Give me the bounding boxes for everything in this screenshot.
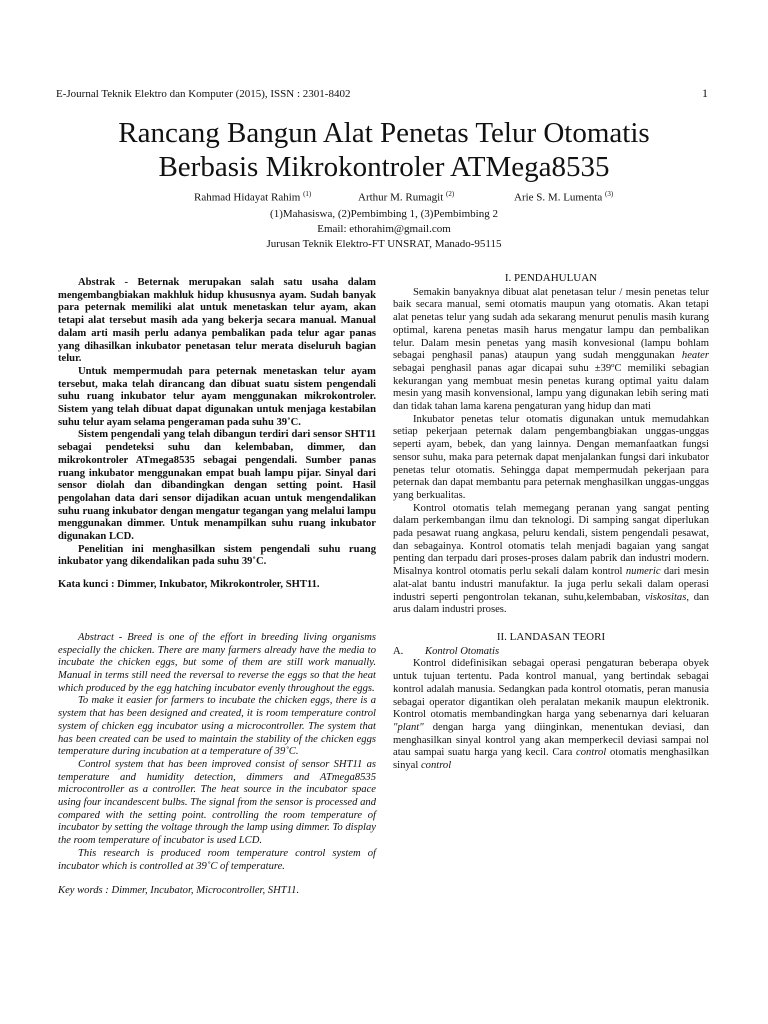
kata-kunci: Kata kunci : Dimmer, Inkubator, Mikrokontroler, SHT11.: [58, 579, 320, 591]
section-heading-landasan-teori: II. LANDASAN TEORI: [496, 630, 606, 643]
abstract-english: [58, 632, 376, 898]
author-3: Arie S. M. Lumenta $^{(3)}$: [514, 190, 614, 204]
abstrak-paragraph: Untuk mempermudah para peternak menetaskan telur ayam tersebut, maka telah dirancang dan dibuat suatu sistem pengendali suhu ruang inkubator telur ayam menggunakan mikrokontroler. Sistem yang telah dibuat dapat digunakan untuk menjaga kestabilan suhu telur ayam selama pengeraman pada suhu 39˚C.: [58, 365, 376, 428]
body-paragraph: Semakin banyaknya dibuat alat penetasan telur / mesin penetas telur baik secara manual, semi otomatis maupun yang otomatis. Akan tetapi alat penetas telur yang sudah ada sekarang menurut penulis masih kurang optimal, karena penetas masih harus mengatur lampu dan pembalikan telur. Dalam mesin penetas yang masih konvesional (lampu bohlam sebagai penghasil panas) ataupun yang sudah menggunakan heater sebagai penghasil panas agar dicapai suhu ±39ºC memiliki sebagian kekurangan yang membuat mesin penetas kurang optimal yaitu dalam mesin yang masih konvensional, lampu yang digunakan lebih sering mati dan tidak tahan lama karena pengaturan yang hidup dan mati: [393, 286, 709, 413]
author-1: Rahmad Hidayat Rahim $^{(1)}$: [194, 190, 312, 204]
section-heading-pendahuluan: I. PENDAHULUAN: [504, 272, 598, 284]
body-paragraph: Inkubator penetas telur otomatis digunakan untuk memudahkan setiap pekerjaan peternak dalam pengembangbiakan unggas-unggas seperti ayam, bebek, dan yang lainnya. Dengan memanfaatkan fungsi sensor suhu, maka para peternak dapat menjalankan fungsi dari inkubator penetas telur otomatis. Sehingga dapat mempermudah pekerjaan para peternak dan dapat membantu para peternak menghasilkan unggas-unggas yang berkualitas.: [393, 413, 709, 501]
body-paragraph: Kontrol otomatis telah memegang peranan yang sangat penting dalam perkembangan ilmu dan teknologi. Di samping sangat diperlukan pada pesawat ruang angkasa, peluru kendali, sistem pengendali pesawat, dan sebagainya. Kontrol otomatis telah menjadi bagaian yang sangat penting dan terpadu dari proses-proses dalam pabrik dan industri modern. Misalnya kontrol otomatis perlu sekali dalam kontrol numeric dari mesin alat-alat bantu industri manufaktur. Ia juga perlu sekali dalam operasi industri seperti pengontrolan tekanan, suhu,kelembaban, viskositas, dan arus dalam industri proses.: [393, 502, 710, 616]
page-number: 1: [702, 86, 708, 100]
abstrak-paragraph: Penelitian ini menghasilkan sistem pengendali suhu ruang inkubator yang dikendalikan pada suhu 39˚C.: [58, 543, 376, 568]
abstract-paragraph: Control system that has been improved consist of sensor SHT11 as temperature and humidity detection, dimmers and ATmega8535 microcontroller as a controller. The heat source in the incubator space using four incandescent bulbs. The signal from the sensor is processed and compared with the setting point. controlling the room temperature of incubator by setting the voltage through the lamp using dimmer. To display the room temperature of incubator is used LCD.: [58, 758, 376, 847]
body-paragraph: Kontrol didefinisikan sebagai operasi pengaturan beberapa obyek untuk tujuan tertentu. Pada kontrol manual, yang bertindak sebagai kontrol adalah manusia. Sedangkan pada kontrol otomatis, peran manusia sebagai operator digantikan oleh peralatan mekanik maupun elektronik. Kontrol otomatis membandingkan harga yang sebenarnya dari keluaran "plant" dengan harga yang diinginkan, menentukan deviasi, dan menghasilkan sinyal kontrol yang akan memperkecil deviasi sampai nol atau sampai suatu harga yang kecil. Cara control otomatis menghasilkan sinyal control: [393, 658, 709, 772]
journal-header: E-Journal Teknik Elektro dan Komputer (2015), ISSN : 2301-8402: [56, 88, 351, 100]
right-column: [393, 272, 709, 773]
subsection-heading: A. Kontrol Otomatis: [393, 645, 500, 657]
left-column: [58, 277, 376, 898]
abstract-paragraph: Abstract - Breed is one of the effort in breeding living organisms especially the chicken. There are many farmers already have the media to incubate the chicken eggs, but some of them are still work manually. Manual in terms still need the reversal to reverse the eggs so that the heat which produced by the egg hatching incubator evenly throughout the eggs.: [58, 631, 376, 694]
title-line-1: Rancang Bangun Alat Penetas Telur Otomatis: [118, 117, 650, 149]
abstract-paragraph: To make it easier for farmers to incubate the chicken eggs, there is a system that has been designed and created, it is room temperature control system of chicken egg incubator using a microcontroller. The system that has been created can be used to maintain the stability of the chicken eggs temperature during incubation at a temperature of 39˚C.: [58, 695, 376, 758]
department: Jurusan Teknik Elektro-FT UNSRAT, Manado-95115: [266, 238, 502, 250]
title-line-2: Berbasis Mikrokontroler ATMega8535: [158, 151, 610, 183]
author-2: Arthur M. Rumagit $^{(2)}$: [358, 190, 455, 204]
key-words: Key words : Dimmer, Incubator, Microcontroller, SHT11.: [58, 885, 300, 897]
affiliation-roles: (1)Mahasiswa, (2)Pembimbing 1, (3)Pembimbing 2: [270, 208, 498, 220]
abstrak-paragraph: Abstrak - Beternak merupakan salah satu usaha dalam mengembangbiakan makhluk hidup khususnya ayam. Sudah banyak para peternak memiliki alat untuk menetaskan telur ayam, akan tetapi alat tersebut masih ada yang bekerja secara manual. Manual dalam arti masih perlu adanya pembalikan pada telur agar panas yang dihasilkan inkubator penetasan telur merata diseluruh bagian telur.: [58, 277, 376, 365]
paper-title: [40, 116, 728, 184]
abstract-paragraph: This research is produced room temperature control system of incubator which is controlled at 39˚C of temperature.: [58, 847, 376, 872]
abstrak-paragraph: Sistem pengendali yang telah dibangun terdiri dari sensor SHT11 sebagai pendeteksi suhu dan kelembaban, dimmer, dan mikrokontroler ATmega8535 sebagai pengendali. Sumber panas ruang inkubator menggunakan empat buah lampu pijar. Sinyal dari sensor diolah dan dibandingkan dengan setting point. Hasil pengolahan data dari sensor dijadikan acuan untuk mengendalikan suhu ruang inkubator dengan mengatur tegangan yang melalui lampu menggunakan dimmer. Untuk menampilkan suhu ruang inkubator digunakan LCD.: [58, 429, 376, 543]
author-email: Email: ethorahim@gmail.com: [317, 223, 451, 235]
abstrak-indonesian: [58, 277, 376, 592]
